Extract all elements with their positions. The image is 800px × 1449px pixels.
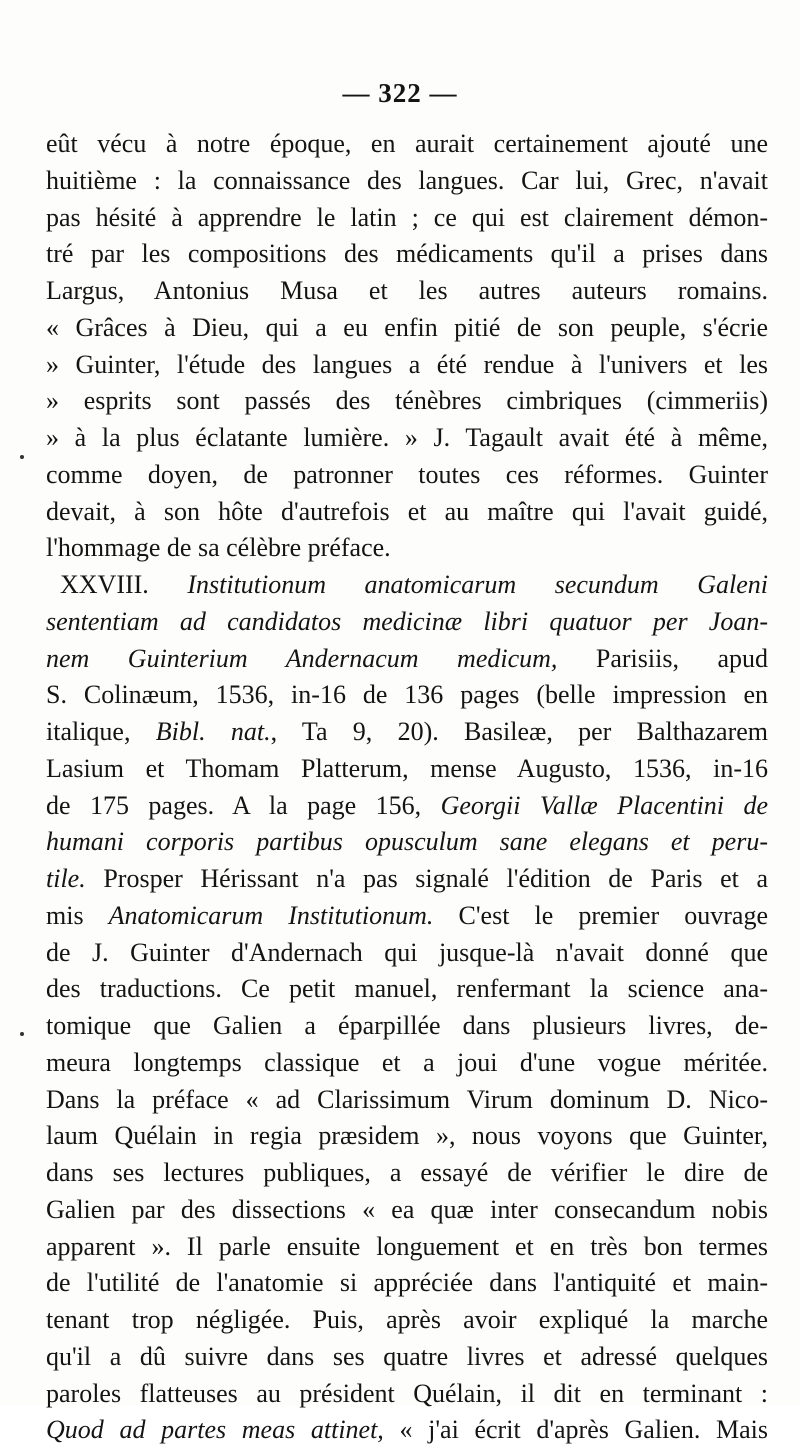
text-line	[46, 1082, 768, 1119]
italic-text: Bibl. nat.	[155, 717, 271, 746]
text-run: Prosper Hérissant n'a pas signalé l'édition de Paris et a	[85, 864, 768, 893]
text-line	[46, 1339, 768, 1376]
text-run: » à la plus éclatante lumière. » J. Tagault avait été à même,	[46, 423, 768, 452]
text-run: pas hésité à apprendre le latin ; ce qui est clairement démon-	[46, 202, 768, 232]
text-line	[46, 677, 768, 714]
text-line	[46, 788, 768, 825]
text-line	[46, 200, 768, 237]
text-run: de 175 pages. A la page 156,	[46, 790, 441, 820]
text-line	[46, 530, 768, 567]
text-run: de l'utilité de l'anatomie si appréciée dans l'antiquité et main-	[46, 1268, 768, 1298]
text-line	[46, 1155, 768, 1192]
text-line	[46, 751, 768, 788]
text-line	[46, 1045, 768, 1082]
text-run: mis	[46, 900, 109, 930]
text-line	[46, 163, 768, 200]
margin-speck	[20, 1032, 24, 1036]
italic-text: Quod ad partes meas attinet,	[46, 1415, 384, 1445]
text-line	[46, 1192, 768, 1229]
text-run: apparent ». Il parle ensuite longuement et en très bon termes	[46, 1231, 768, 1261]
italic-text: tile.	[46, 864, 86, 893]
text-run: de J. Guinter d'Andernach qui jusque-là n'avait donné que	[46, 937, 768, 967]
text-line	[46, 420, 768, 457]
text-line	[46, 1008, 768, 1045]
text-run: , Ta 9, 20). Basileæ, per Balthazarem	[270, 717, 768, 746]
text-run: des traductions. Ce petit manuel, renfermant la science ana-	[46, 974, 768, 1004]
text-run: comme doyen, de patronner toutes ces réformes. Guinter	[46, 459, 768, 489]
text-run: tré par les compositions des médicaments qu'il a prises dans	[46, 239, 768, 269]
text-run: S. Colinæum, 1536, in-16 de 136 pages (belle impression en	[46, 680, 768, 710]
text-line	[46, 935, 768, 972]
text-run: Largus, Antonius Musa et les autres auteurs romains.	[46, 276, 768, 305]
text-run: paroles flatteuses au président Quélain, il dit en terminant :	[46, 1378, 768, 1408]
text-line	[46, 1302, 768, 1339]
text-line	[46, 1376, 768, 1413]
text-run: dans ses lectures publiques, a essayé de vérifier le dire de	[46, 1158, 768, 1187]
text-line	[46, 861, 768, 898]
text-run: » Guinter, l'étude des langues a été rendue à l'univers et les	[46, 349, 768, 379]
text-run: devait, à son hôte d'autrefois et au maître qui l'avait guidé,	[46, 496, 768, 526]
text-run: eût vécu à notre époque, en aurait certainement ajouté une	[46, 129, 768, 158]
italic-text: nem Guinterium Andernacum medicum,	[46, 643, 558, 673]
text-line	[46, 604, 768, 641]
italic-text: humani corporis partibus opusculum sane elegans et peru-	[46, 827, 768, 857]
text-line	[46, 1118, 768, 1155]
text-run: « j'ai écrit d'après Galien. Mais	[383, 1415, 768, 1445]
italic-text: sententiam ad candidatos medicinæ libri quatuor per Joan-	[46, 606, 768, 636]
text-line	[46, 898, 768, 935]
text-line	[46, 714, 768, 751]
text-line	[46, 273, 768, 310]
text-line	[46, 347, 768, 384]
text-line	[46, 567, 768, 604]
text-line	[46, 824, 768, 861]
text-run: Lasium et Thomam Platterum, mense Augusto, 1536, in-16	[46, 753, 768, 783]
text-line	[46, 126, 768, 163]
text-run: C'est le premier ouvrage	[433, 900, 768, 930]
text-line	[46, 236, 768, 273]
text-run: tomique que Galien a éparpillée dans plusieurs livres, de-	[46, 1011, 768, 1040]
text-run: Parisiis, apud	[557, 643, 768, 673]
text-line	[46, 1265, 768, 1302]
italic-text: Georgii Vallæ Placentini de	[440, 790, 768, 820]
text-line	[46, 383, 768, 420]
text-run: Dans la préface « ad Clarissimum Virum dominum D. Nico-	[46, 1084, 768, 1114]
text-run: meura longtemps classique et a joui d'une vogue méritée.	[46, 1047, 768, 1077]
margin-speck	[20, 455, 24, 459]
body-text	[46, 126, 768, 1449]
text-line	[46, 1229, 768, 1266]
italic-text: Institutionum anatomicarum secundum Galeni	[187, 570, 768, 599]
text-line	[46, 457, 768, 494]
text-run: XXVIII.	[60, 570, 188, 599]
text-run: » esprits sont passés des ténèbres cimbriques (cimmeriis)	[46, 386, 768, 416]
text-run: laum Quélain in regia præsidem », nous voyons que Guinter,	[46, 1121, 768, 1151]
text-run: qu'il a dû suivre dans ses quatre livres et adressé quelques	[46, 1341, 768, 1371]
text-line	[46, 1412, 768, 1449]
text-run: « Grâces à Dieu, qui a eu enfin pitié de son peuple, s'écrie	[46, 312, 768, 342]
text-line	[46, 494, 768, 531]
text-line	[46, 641, 768, 678]
text-run: italique,	[46, 717, 156, 746]
text-run: Galien par des dissections « ea quæ inter consecandum nobis	[46, 1194, 768, 1224]
text-line	[46, 971, 768, 1008]
text-run: huitième : la connaissance des langues. Car lui, Grec, n'avait	[46, 165, 768, 195]
text-run: l'hommage de sa célèbre préface.	[46, 533, 391, 563]
text-run: tenant trop négligée. Puis, après avoir expliqué la marche	[46, 1305, 768, 1334]
page-number: — 322 —	[342, 78, 458, 108]
italic-text: Anatomicarum Institutionum.	[108, 900, 434, 930]
text-line	[46, 310, 768, 347]
